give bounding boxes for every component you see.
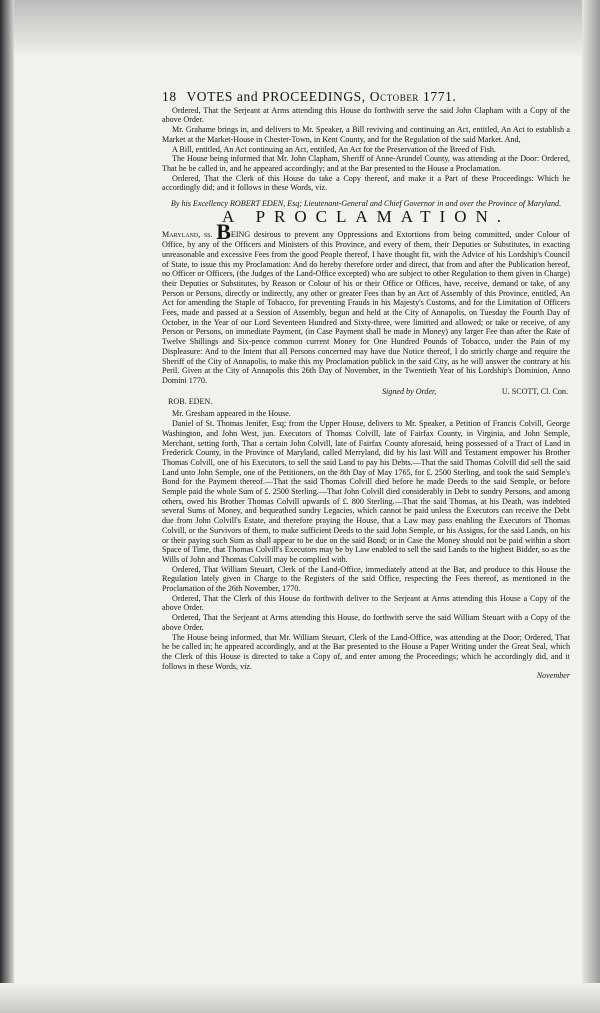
paragraph: Ordered, That the Serjeant at Arms attending this House, do forthwith serve the said William Steuart with a Copy of the above Order. [162, 613, 570, 632]
paragraph: Ordered, That the Clerk of this House do forthwith deliver to the Serjeant at Arms attending this House a Copy of the above Order. [162, 593, 570, 613]
clerk-signature: U. SCOTT, Cl. Con. [501, 386, 568, 396]
signature-line [162, 387, 570, 397]
paragraph: The House being informed that Mr. John Clapham, Sheriff of Anne-Arundel County, was attending at the Door: Ordered, That he be called in, and he appeared accordingly; and at the Bar presented to the House a Proclamation. [162, 154, 570, 173]
paragraph: Ordered, That William Steuart, Clerk of the Land-Office, immediately attend at the Bar, and produce to this House the Regulation lately given in Charge to the Registers of the said Office, respecting the Fees thereof, as mentioned in the Proclamation of the 26th November, 1770. [162, 564, 570, 594]
proclamation-lead: Maryland, ss. [162, 230, 213, 240]
proclamation-body-paragraph [162, 219, 570, 385]
scan-left-edge [0, 0, 14, 1013]
page-number: 18 [162, 89, 177, 104]
proclamation-intro: By his Excellency ROBERT EDEN, Esq; Lieutenant-General and Chief Governor in and over the Province of Maryland. [170, 199, 562, 209]
paragraph: Ordered, That the Serjeant at Arms attending this House do forthwith serve the said John Clapham with a Copy of the above Order. [162, 105, 570, 125]
governor-signature: ROB. EDEN. [168, 396, 213, 406]
paragraph: Mr. Grahame brings in, and delivers to Mr. Speaker, a Bill reviving and continuing an Act, entitled, An Act to establish a Market at the Market-House in Chester-Town, in Kent County, and for the Regulation of the said Market. And, [162, 125, 570, 144]
paragraph: The House being informed, that Mr. William Steuart, Clerk of the Land-Office, was attending at the Door; Ordered, That he be called in; he appeared accordingly, and at the Bar presented to the House a Paper Writing under the Great Seal, which the Clerk of this House is directed to take a Copy of, and enter among the Proceedings; which he accordingly did, and it follows in these Words, viz. [162, 632, 570, 671]
catchword: November [536, 671, 570, 681]
header-date: October 1771. [369, 89, 457, 104]
paragraph: Mr. Gresham appeared in the House. [172, 409, 291, 419]
drop-cap: B [216, 219, 231, 245]
scan-top-edge [0, 0, 600, 58]
running-header [162, 89, 570, 104]
paragraph: A Bill, entitled, An Act continuing an Act, entitled, An Act for the Preservation of the Breed of Fish. [172, 144, 496, 154]
header-title: VOTES and PROCEEDINGS, [186, 89, 366, 104]
paragraph: Daniel of St. Thomas Jenifer, Esq; from the Upper House, delivers to Mr. Speaker, a Petition of Francis Colvill, George Washington, and John West, jun. Executors of Thomas Colvill, late of Fairfax County, in Virginia, and John Semple, Merchant, setting forth, That a certain John Colvill, late of Fairfax County aforesaid, being possessed of a Tract of Land in Frederick County, in the Province of Maryland, called Merryland, did by his last Will and Testament empower his Brother Thomas Colvill, one of his Executors, to sell the said Land to pay his Debts.—That the said Thomas Colvill did sell the said Land unto John Semple, one of the Petitioners, on the 8th Day of May 1765, for £. 2500 Sterling, and took the said Semple's Bond for the Payment thereof.—That the said Thomas Colvill died before he made Deeds to the said Semple, or before Semple paid the whole Sum of £. 2500 Sterling.—That John Colvill died considerably in Debt to sundry Persons, and among others, owed his Brother Thomas Colvill upwards of £. 800 Sterling.—That the said Thomas, at his Death, was indebted several Sums of Money, and bequeathed sundry Legacies, which cannot be paid unless the Executors can receive the Debt due from John Colvill's Estate, and therefore praying the House, that a Law may pass enabling the Executors of Thomas Colvill, or the Survivors of them, to make sufficient Deeds to the said John Semple, or his Assigns, for the said Lands, on his or their paying such Sum as shall appear to be due on the said Bond; or in Case the Money should not be paid within a short Space of Time, that Thomas Colvill's Executors may be by Law enabled to sell the said Lands to the highest Bidder, so as the Wills of John and Thomas Colvill may be complied with. [162, 419, 570, 564]
paragraph: Ordered, That the Clerk of this House do take a Copy thereof, and make it a Part of these Proceedings: Which he accordingly did; and it follows in these Words, viz. [162, 173, 570, 193]
scan-right-edge [582, 0, 600, 1013]
proclamation-title: A PROCLAMATION. [221, 206, 511, 226]
proclamation-body: EING desirous to prevent any Oppressions and Extortions from being committed, under Colour of Office, by any of the Officers and Ministers of this Province, and every of them, their Deputies or Substitutes, in exacting unreasonable and excessive Fees from the good People thereof, I have thought fit, with the Advice of his Lordship's Council of State, to issue this my Proclamation: And do hereby therefore order and direct, that from and after the Publication hereof, no Officer or Officers, (the Judges of the Land-Office excepted) who are subject to other Regulation to them given in Charge) their Deputies or Substitutes, by Reason or Colour of his or their Office or Offices, have, receive, demand or take, of any Person or Persons, directly or indirectly, any other or greater Fees than by an Act of Assembly of this Province, entitled, An Act for amending the Staple of Tobacco, for preventing Frauds in his Majesty's Customs, and for the Limitation of Officers Fees, made and passed at a Session of Assembly, begun and held at the City of Annapolis, on Tuesday the Fourth Day of October, in the Year of our Lord Seventeen Hundred and Sixty-three, were limitted and allowed; or take or receive, of any Person or Persons, on immediate Payment, (in Case Payment shall be made in Money) any larger Fee than after the Rate of Twelve Shillings and Six-pence common current Money for One Hundred Pounds of Tobacco, under the Pain of my Displeasure: And to the Intent that all Persons concerned may have due Notice thereof, I do strictly charge and require the Sheriff of the City of Annapolis, to make this my Proclamation publick in the said City, as he will answer the contrary at his Peril. Given at the City of Annapolis this 26th Day of November, in the Twentieth Year of his Lordship's Dominion, Anno Domini 1770. [162, 230, 570, 385]
scan-bottom-edge [0, 983, 600, 1013]
signed-by-order: Signed by Order, [382, 386, 437, 396]
page-content [162, 89, 570, 681]
